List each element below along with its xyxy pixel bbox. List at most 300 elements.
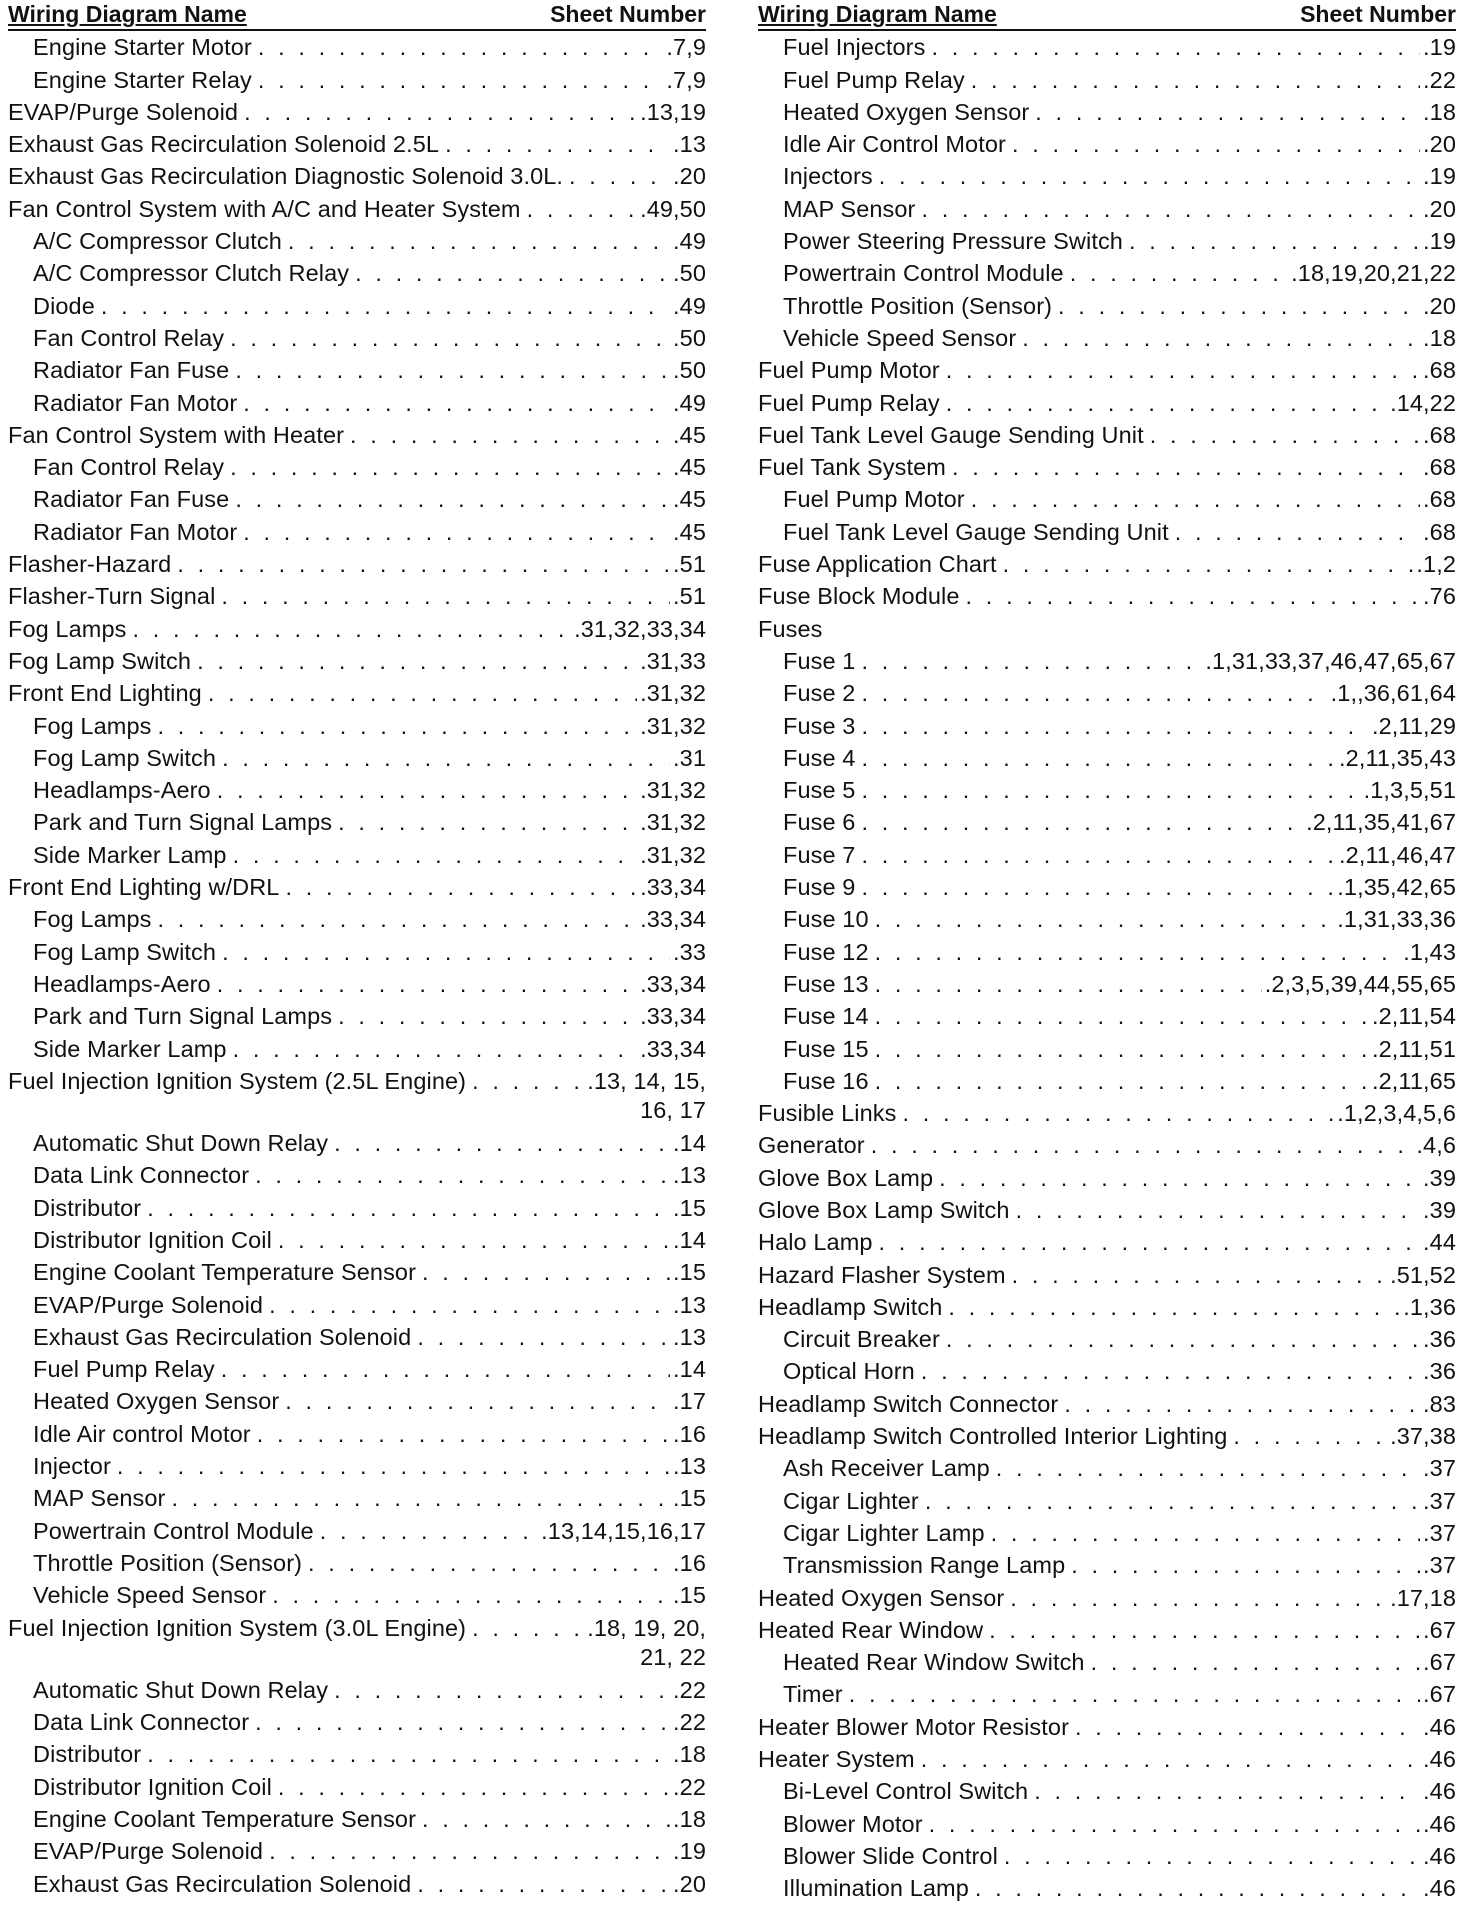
dot-leader bbox=[208, 680, 637, 707]
dot-leader bbox=[922, 196, 1421, 223]
entry-sheet-number: .22 bbox=[673, 1676, 706, 1703]
index-entry bbox=[758, 515, 1456, 547]
dot-leader bbox=[147, 1195, 670, 1222]
index-entries bbox=[758, 31, 1456, 1904]
index-entry bbox=[758, 386, 1456, 418]
dot-leader bbox=[243, 390, 670, 417]
dot-leader bbox=[875, 1036, 1369, 1063]
entry-sheet-number: .31 bbox=[673, 744, 706, 771]
entry-sheet-number: .68 bbox=[1423, 421, 1456, 448]
entry-sheet-number: .33,34 bbox=[640, 906, 706, 933]
dot-leader bbox=[269, 1292, 670, 1319]
entry-name: EVAP/Purge Solenoid bbox=[33, 1838, 264, 1865]
entry-name: Exhaust Gas Recirculation Diagnostic Solenoid 3.0L. bbox=[8, 163, 564, 190]
entry-name: Injectors bbox=[783, 163, 873, 190]
entry-name: Idle Air Control Motor bbox=[783, 131, 1006, 158]
index-entry bbox=[8, 1579, 706, 1611]
index-entry bbox=[8, 1835, 706, 1867]
index-entry bbox=[758, 128, 1456, 160]
entry-sheet-number: .33,34 bbox=[640, 970, 706, 997]
dot-leader bbox=[1003, 551, 1414, 578]
entry-name: Timer bbox=[783, 1681, 843, 1708]
dot-leader bbox=[948, 1294, 1400, 1321]
entry-sheet-number: .33,34 bbox=[640, 1003, 706, 1030]
index-entry bbox=[8, 1127, 706, 1159]
entry-name: Blower Motor bbox=[783, 1810, 923, 1837]
entry-sheet-number: .14 bbox=[673, 1226, 706, 1253]
entry-name: Vehicle Speed Sensor bbox=[783, 324, 1017, 351]
header-sheet-number: Sheet Number bbox=[1300, 1, 1456, 27]
index-entry bbox=[8, 289, 706, 321]
index-entry bbox=[758, 1807, 1456, 1839]
entry-sheet-number: .37,38 bbox=[1390, 1423, 1456, 1450]
entry-sheet-number: .68 bbox=[1423, 486, 1456, 513]
index-entry bbox=[8, 160, 706, 192]
entry-name: Headlamp Switch bbox=[758, 1293, 943, 1320]
index-entry bbox=[8, 96, 706, 128]
entry-name: Radiator Fan Motor bbox=[33, 518, 238, 545]
index-entry bbox=[8, 774, 706, 806]
entry-sheet-number: .1,31,33,37,46,47,65,67 bbox=[1205, 647, 1456, 674]
entry-name: Fuse 9 bbox=[783, 874, 856, 901]
index-entry bbox=[758, 1161, 1456, 1193]
index-entry bbox=[758, 1323, 1456, 1355]
entry-sheet-number: .14 bbox=[673, 1130, 706, 1157]
entry-sheet-number: .31,32 bbox=[640, 712, 706, 739]
entry-name: Exhaust Gas Recirculation Solenoid bbox=[33, 1870, 412, 1897]
entry-sheet-number: .13,19 bbox=[640, 98, 706, 125]
entry-sheet-number: .18,19,20,21,22 bbox=[1291, 260, 1456, 287]
entry-name: Radiator Fan Motor bbox=[33, 389, 238, 416]
entry-sheet-number: .50 bbox=[673, 260, 706, 287]
entry-sheet-number: .19 bbox=[673, 1838, 706, 1865]
dot-leader bbox=[258, 34, 664, 61]
dot-leader bbox=[472, 1615, 584, 1642]
entry-name: Blower Slide Control bbox=[783, 1842, 998, 1869]
index-entry bbox=[758, 1129, 1456, 1161]
dot-leader bbox=[334, 1130, 670, 1157]
entry-sheet-number: .2,11,35,43 bbox=[1339, 744, 1456, 771]
entry-sheet-number: .19 bbox=[1423, 34, 1456, 61]
entry-name: Fog Lamp Switch bbox=[33, 744, 217, 771]
entry-sheet-number: .1,43 bbox=[1403, 938, 1456, 965]
entry-name: Fuse 15 bbox=[783, 1035, 869, 1062]
column-header bbox=[758, 0, 1456, 31]
index-entry bbox=[8, 386, 706, 418]
dot-leader bbox=[338, 809, 637, 836]
entry-name: Heated Oxygen Sensor bbox=[758, 1584, 1005, 1611]
dot-leader bbox=[157, 713, 637, 740]
entry-name: Park and Turn Signal Lamps bbox=[33, 1003, 333, 1030]
entry-sheet-number: .17 bbox=[673, 1388, 706, 1415]
entry-name: Fuse 1 bbox=[783, 647, 856, 674]
entry-sheet-number: .49 bbox=[673, 228, 706, 255]
entry-sheet-number: .31,33 bbox=[640, 647, 706, 674]
dot-leader bbox=[1058, 293, 1420, 320]
index-entry bbox=[8, 612, 706, 644]
dot-leader bbox=[197, 648, 637, 675]
index-entry bbox=[758, 1452, 1456, 1484]
dot-leader bbox=[157, 906, 637, 933]
dot-leader bbox=[527, 196, 638, 223]
index-entry bbox=[758, 645, 1456, 677]
index-entry bbox=[758, 548, 1456, 580]
dot-leader bbox=[1175, 519, 1420, 546]
entry-sheet-number: .1,35,42,65 bbox=[1337, 874, 1456, 901]
entry-name: Radiator Fan Fuse bbox=[33, 357, 230, 384]
entry-sheet-number: .1,31,33,36 bbox=[1337, 906, 1456, 933]
dot-leader bbox=[939, 1165, 1420, 1192]
index-entry bbox=[8, 1867, 706, 1899]
entry-name: Glove Box Lamp bbox=[758, 1164, 934, 1191]
dot-leader bbox=[472, 1068, 584, 1095]
dot-leader bbox=[1075, 1714, 1420, 1741]
dot-leader bbox=[861, 713, 1369, 740]
entry-sheet-number: .68 bbox=[1423, 454, 1456, 481]
entry-name: Fuel Tank Level Gauge Sending Unit bbox=[783, 518, 1169, 545]
index-entry bbox=[758, 1194, 1456, 1226]
dot-leader bbox=[931, 34, 1420, 61]
entry-sheet-number: .50 bbox=[673, 324, 706, 351]
entry-name: Heated Oxygen Sensor bbox=[33, 1388, 280, 1415]
entry-name: Ash Receiver Lamp bbox=[783, 1455, 990, 1482]
entry-sheet-number: .7,9 bbox=[666, 66, 706, 93]
entry-sheet-number: .16 bbox=[673, 1549, 706, 1576]
index-entry bbox=[758, 31, 1456, 63]
entry-name: Throttle Position (Sensor) bbox=[783, 292, 1053, 319]
index-entry bbox=[758, 1226, 1456, 1258]
entry-name: Fuse 12 bbox=[783, 938, 869, 965]
dot-leader bbox=[921, 1746, 1420, 1773]
entry-name: Fuse 6 bbox=[783, 809, 856, 836]
index-entry bbox=[758, 968, 1456, 1000]
entry-name: Powertrain Control Module bbox=[783, 260, 1064, 287]
dot-leader bbox=[1070, 260, 1288, 287]
index-entry bbox=[8, 742, 706, 774]
dot-leader bbox=[235, 357, 670, 384]
entry-name: Cigar Lighter Lamp bbox=[783, 1519, 985, 1546]
index-entry bbox=[758, 1291, 1456, 1323]
entry-sheet-number: .2,11,54 bbox=[1372, 1003, 1456, 1030]
entry-sheet-number: .46 bbox=[1423, 1875, 1456, 1902]
entry-sheet-number: .18 bbox=[673, 1741, 706, 1768]
entry-name: Fuel Pump Motor bbox=[758, 357, 940, 384]
entry-sheet-number: .15 bbox=[673, 1259, 706, 1286]
dot-leader bbox=[417, 1871, 670, 1898]
entry-name: Automatic Shut Down Relay bbox=[33, 1130, 329, 1157]
entry-sheet-number: .37 bbox=[1423, 1519, 1456, 1546]
dot-leader bbox=[975, 1875, 1420, 1902]
dot-leader bbox=[875, 906, 1335, 933]
dot-leader bbox=[233, 1036, 637, 1063]
index-entry bbox=[8, 1159, 706, 1191]
dot-leader bbox=[334, 1677, 670, 1704]
dot-leader bbox=[946, 390, 1387, 417]
index-entry bbox=[758, 483, 1456, 515]
index-entry bbox=[758, 1420, 1456, 1452]
dot-leader bbox=[991, 1520, 1420, 1547]
entry-name: Engine Starter Motor bbox=[33, 34, 252, 61]
index-entry bbox=[8, 935, 706, 967]
entry-name: Fog Lamps bbox=[33, 906, 152, 933]
entry-name: Fuse 5 bbox=[783, 777, 856, 804]
entry-name: EVAP/Purge Solenoid bbox=[8, 98, 239, 125]
dot-leader bbox=[278, 1227, 670, 1254]
index-entry bbox=[758, 1549, 1456, 1581]
entry-name: Heated Rear Window Switch bbox=[783, 1649, 1085, 1676]
index-entry bbox=[8, 483, 706, 515]
entry-name: Fuse 7 bbox=[783, 841, 856, 868]
entry-sheet-number: .31,32 bbox=[640, 680, 706, 707]
dot-leader bbox=[101, 293, 670, 320]
index-entry bbox=[8, 1256, 706, 1288]
index-entry bbox=[758, 289, 1456, 321]
entry-sheet-number: .49 bbox=[673, 292, 706, 319]
dot-leader bbox=[221, 583, 670, 610]
dot-leader bbox=[117, 1453, 670, 1480]
dot-leader bbox=[230, 325, 670, 352]
dot-leader bbox=[996, 1455, 1420, 1482]
entry-name: MAP Sensor bbox=[783, 195, 916, 222]
dot-leader bbox=[278, 1774, 670, 1801]
entry-name: Hazard Flasher System bbox=[758, 1261, 1006, 1288]
entry-name: Illumination Lamp bbox=[783, 1875, 969, 1902]
index-entry bbox=[8, 192, 706, 224]
entry-name: Fuse 2 bbox=[783, 680, 856, 707]
entry-name: Engine Coolant Temperature Sensor bbox=[33, 1259, 417, 1286]
entry-name: Fuse 3 bbox=[783, 712, 856, 739]
index-entry bbox=[758, 677, 1456, 709]
entry-name: Circuit Breaker bbox=[783, 1326, 940, 1353]
entry-sheet-number: .18 bbox=[673, 1806, 706, 1833]
dot-leader bbox=[879, 163, 1420, 190]
index-entry bbox=[8, 31, 706, 63]
index-entry bbox=[8, 838, 706, 870]
entry-name: Automatic Shut Down Relay bbox=[33, 1676, 329, 1703]
entry-sheet-number: .67 bbox=[1423, 1649, 1456, 1676]
dot-leader bbox=[925, 1488, 1420, 1515]
entry-sheet-number: .49 bbox=[673, 389, 706, 416]
entry-sheet-number: .14,22 bbox=[1390, 389, 1456, 416]
entry-sheet-number: .45 bbox=[673, 486, 706, 513]
index-entry bbox=[758, 1710, 1456, 1742]
index-entry bbox=[8, 515, 706, 547]
entry-sheet-number: .20 bbox=[673, 1870, 706, 1897]
index-entry bbox=[8, 871, 706, 903]
dot-leader bbox=[222, 745, 670, 772]
entry-name: Glove Box Lamp Switch bbox=[758, 1196, 1010, 1223]
entry-sheet-number: .67 bbox=[1423, 1616, 1456, 1643]
index-entry bbox=[758, 160, 1456, 192]
index-entry bbox=[8, 225, 706, 257]
dot-leader bbox=[871, 1132, 1414, 1159]
entry-sheet-number: .14 bbox=[673, 1356, 706, 1383]
index-entry bbox=[758, 1581, 1456, 1613]
entry-name: Distributor Ignition Coil bbox=[33, 1773, 272, 1800]
entry-sheet-number: .1,3,5,51 bbox=[1363, 777, 1456, 804]
dot-leader bbox=[235, 486, 670, 513]
entry-sheet-number: .31,32,33,34 bbox=[574, 615, 706, 642]
index-entry bbox=[758, 192, 1456, 224]
entry-sheet-number: .2,11,46,47 bbox=[1339, 841, 1456, 868]
index-entry bbox=[758, 580, 1456, 612]
entry-name: Powertrain Control Module bbox=[33, 1517, 314, 1544]
entry-sheet-number: .13 bbox=[673, 1453, 706, 1480]
index-entry bbox=[758, 451, 1456, 483]
entry-name: Fuse 4 bbox=[783, 744, 856, 771]
entry-sheet-number: .20 bbox=[1423, 292, 1456, 319]
index-entry bbox=[8, 322, 706, 354]
index-entry bbox=[758, 63, 1456, 95]
dot-leader bbox=[177, 551, 670, 578]
entry-sheet-number: .15 bbox=[673, 1582, 706, 1609]
dot-leader bbox=[861, 842, 1336, 869]
dot-leader bbox=[147, 1741, 670, 1768]
entry-name: Vehicle Speed Sensor bbox=[33, 1582, 267, 1609]
index-entry bbox=[8, 1482, 706, 1514]
dot-leader bbox=[1022, 325, 1420, 352]
entry-sheet-number: .22 bbox=[673, 1773, 706, 1800]
entry-sheet-number: .13 bbox=[673, 1162, 706, 1189]
entry-name: Data Link Connector bbox=[33, 1709, 250, 1736]
entry-name: MAP Sensor bbox=[33, 1485, 166, 1512]
index-entry bbox=[758, 257, 1456, 289]
index-entry bbox=[8, 1000, 706, 1032]
entry-sheet-number: .1,,36,61,64 bbox=[1330, 680, 1456, 707]
dot-leader bbox=[269, 1838, 670, 1865]
entry-name: Halo Lamp bbox=[758, 1229, 873, 1256]
index-entry bbox=[8, 1417, 706, 1449]
entry-name: Fuel Tank System bbox=[758, 454, 946, 481]
entry-sheet-continuation: 21, 22 bbox=[640, 1643, 706, 1670]
entry-sheet-number: .19 bbox=[1423, 163, 1456, 190]
dot-leader bbox=[288, 228, 670, 255]
dot-leader bbox=[258, 67, 664, 94]
index-entry bbox=[758, 1872, 1456, 1904]
entry-sheet-number: .18 bbox=[1423, 98, 1456, 125]
index-entry bbox=[8, 1803, 706, 1835]
entry-name: Park and Turn Signal Lamps bbox=[33, 809, 333, 836]
dot-leader bbox=[971, 67, 1420, 94]
index-entry bbox=[758, 1258, 1456, 1290]
index-entry bbox=[758, 1840, 1456, 1872]
dot-leader bbox=[1129, 228, 1420, 255]
entry-sheet-number: .31,32 bbox=[640, 777, 706, 804]
dot-leader bbox=[849, 1681, 1420, 1708]
dot-leader bbox=[217, 971, 637, 998]
dot-leader bbox=[338, 1003, 637, 1030]
index-entry bbox=[8, 548, 706, 580]
index-entry bbox=[8, 1738, 706, 1770]
entry-name: Side Marker Lamp bbox=[33, 1035, 227, 1062]
entry-sheet-number: .20 bbox=[1423, 131, 1456, 158]
dot-leader bbox=[285, 1388, 670, 1415]
entry-name: Flasher-Turn Signal bbox=[8, 583, 216, 610]
index-entry bbox=[8, 1385, 706, 1417]
dot-leader bbox=[257, 1421, 670, 1448]
dot-leader bbox=[243, 519, 670, 546]
dot-leader bbox=[285, 874, 637, 901]
index-entry bbox=[8, 806, 706, 838]
entry-sheet-number: .31,32 bbox=[640, 841, 706, 868]
dot-leader bbox=[221, 1356, 670, 1383]
dot-leader bbox=[255, 1162, 670, 1189]
entry-name: Distributor bbox=[33, 1741, 142, 1768]
index-entry bbox=[758, 96, 1456, 128]
entry-sheet-number: .33,34 bbox=[640, 1035, 706, 1062]
entry-sheet-number: .15 bbox=[673, 1194, 706, 1221]
index-entry bbox=[758, 709, 1456, 741]
entry-name: Fuse Application Chart bbox=[758, 551, 997, 578]
dot-leader bbox=[355, 260, 670, 287]
index-entry bbox=[8, 1706, 706, 1738]
entry-name: Generator bbox=[758, 1132, 865, 1159]
index-entry bbox=[758, 1614, 1456, 1646]
index-entry bbox=[8, 63, 706, 95]
index-entry bbox=[758, 806, 1456, 838]
dot-leader bbox=[1233, 1423, 1387, 1450]
entry-name: Engine Coolant Temperature Sensor bbox=[33, 1806, 417, 1833]
dot-leader bbox=[1004, 1843, 1420, 1870]
index-entry bbox=[8, 128, 706, 160]
index-entry bbox=[8, 1224, 706, 1256]
entry-sheet-continuation: 16, 17 bbox=[640, 1096, 706, 1123]
index-entry bbox=[758, 1355, 1456, 1387]
index-entry bbox=[8, 1065, 706, 1097]
dot-leader bbox=[1150, 422, 1420, 449]
entry-sheet-number: .50 bbox=[673, 357, 706, 384]
dot-leader bbox=[1034, 1778, 1420, 1805]
entry-sheet-number: .46 bbox=[1423, 1778, 1456, 1805]
index-entry bbox=[8, 451, 706, 483]
index-entry bbox=[8, 1770, 706, 1802]
dot-leader bbox=[350, 422, 670, 449]
entry-sheet-number: .2,11,65 bbox=[1372, 1067, 1456, 1094]
entry-name: EVAP/Purge Solenoid bbox=[33, 1291, 264, 1318]
index-entry bbox=[758, 1065, 1456, 1097]
entry-sheet-number: .68 bbox=[1423, 357, 1456, 384]
dot-leader bbox=[132, 616, 571, 643]
dot-leader bbox=[875, 939, 1401, 966]
entry-name: Power Steering Pressure Switch bbox=[783, 228, 1123, 255]
dot-leader bbox=[255, 1709, 670, 1736]
index-entry bbox=[8, 580, 706, 612]
dot-leader bbox=[1012, 131, 1420, 158]
entry-sheet-number: .36 bbox=[1423, 1358, 1456, 1385]
entry-name: Fuses bbox=[758, 615, 823, 642]
entry-name: Fusible Links bbox=[758, 1100, 897, 1127]
entry-name: Transmission Range Lamp bbox=[783, 1552, 1066, 1579]
entry-name: Exhaust Gas Recirculation Solenoid 2.5L bbox=[8, 131, 440, 158]
index-entry bbox=[8, 1611, 706, 1643]
dot-leader bbox=[875, 971, 1262, 998]
index-entry bbox=[758, 322, 1456, 354]
entry-sheet-number: .4,6 bbox=[1416, 1132, 1456, 1159]
column-header bbox=[8, 0, 706, 31]
entry-name: Heated Oxygen Sensor bbox=[783, 98, 1030, 125]
dot-leader bbox=[861, 648, 1202, 675]
entry-sheet-number: .51 bbox=[673, 551, 706, 578]
dot-leader bbox=[929, 1811, 1420, 1838]
entry-sheet-number: .76 bbox=[1423, 583, 1456, 610]
entry-sheet-number: .37 bbox=[1423, 1487, 1456, 1514]
entry-name: Fog Lamp Switch bbox=[8, 647, 192, 674]
entry-sheet-number: .45 bbox=[673, 518, 706, 545]
index-entry bbox=[758, 1097, 1456, 1129]
entry-sheet-number: .68 bbox=[1423, 518, 1456, 545]
dot-leader bbox=[946, 1326, 1420, 1353]
entry-sheet-number: .49,50 bbox=[640, 195, 706, 222]
